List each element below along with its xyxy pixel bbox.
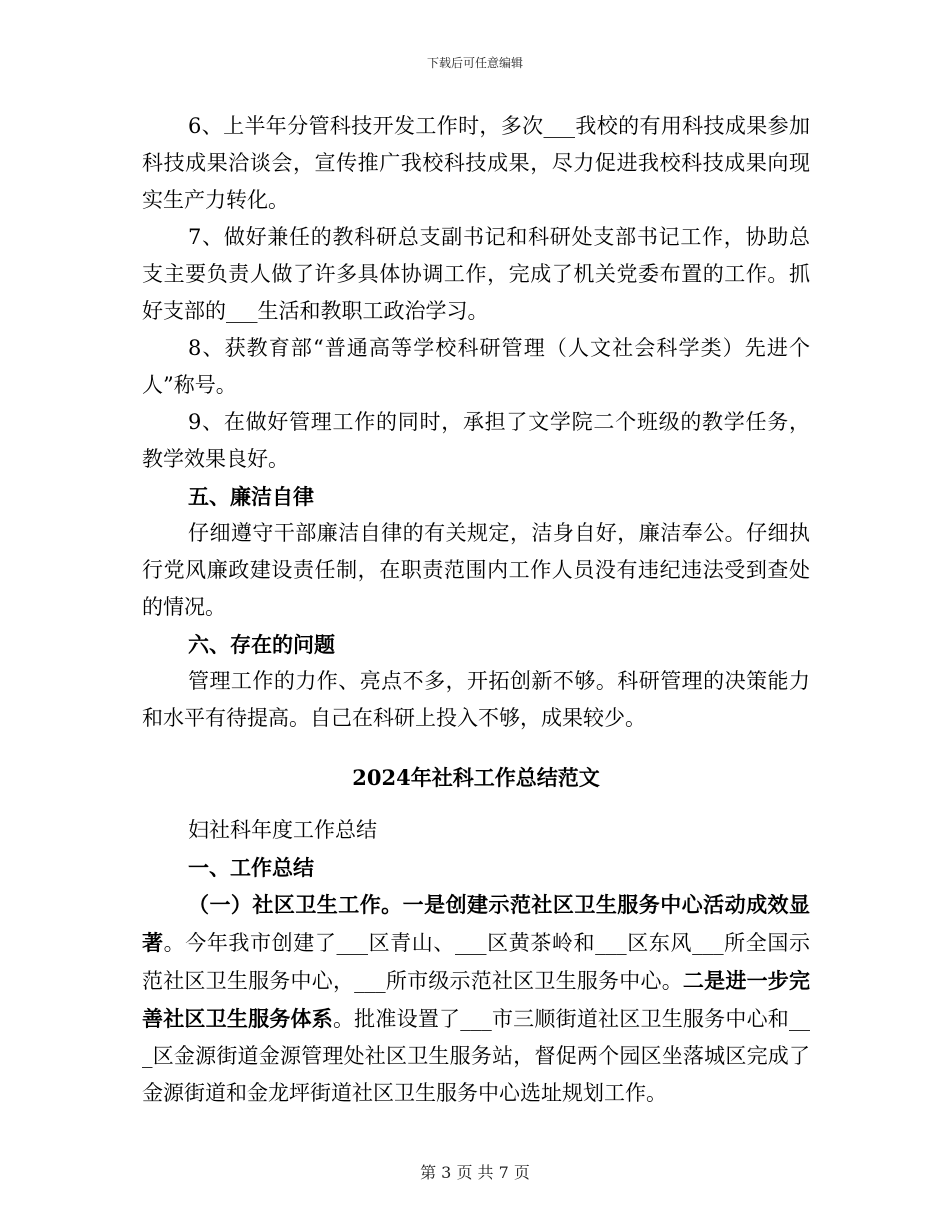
section-1-bold-2: 二是进一步完善社区卫生服务体系	[142, 968, 811, 1031]
document-title: 2024年社科工作总结范文	[352, 765, 600, 790]
section-1-heading: 一、工作总结	[188, 855, 314, 880]
page-footer: 第 3 页 共 7 页	[420, 1163, 530, 1182]
section-1-part-1: 。今年我市创建了___区青山、___区黄茶岭和___区东风___所全国示范社区卫生服务中心，___所市级示范社区卫生服务中心。	[142, 931, 810, 993]
item-9: 9、在做好管理工作的同时，承担了文学院二个班级的教学任务，教学效果良好。	[142, 410, 810, 471]
section-1-paragraph	[142, 886, 810, 1112]
section-6-text: 管理工作的力作、亮点不多，开拓创新不够。科研管理的决策能力和水平有待提高。自己在科研上投入不够，成果较少。	[142, 669, 810, 730]
item-8: 8、获教育部“普通高等学校科研管理（人文社会科学类）先进个人”称号。	[142, 336, 810, 397]
section-1-part-2: 。批准设置了___市三顺街道社区卫生服务中心和___区金源街道金源管理处社区卫生服务站，督促两个园区坐落城区完成了金源街道和金龙坪街道社区卫生服务中心选址规划工作。	[142, 1007, 811, 1105]
item-6: 6、上半年分管科技开发工作时，多次___我校的有用科技成果参加科技成果洽谈会，宣传推广我校科技成果，尽力促进我校科技成果向现实生产力转化。	[142, 114, 810, 212]
item-7: 7、做好兼任的教科研总支副书记和科研处支部书记工作，协助总支主要负责人做了许多具体协调工作，完成了机关党委布置的工作。抓好支部的___生活和教职工政治学习。	[142, 225, 810, 323]
document-body	[142, 108, 810, 1112]
section-5-text: 仔细遵守干部廉洁自律的有关规定，洁身自好，廉洁奉公。仔细执行党风廉政建设责任制，在职责范围内工作人员没有违纪违法受到查处的情况。	[142, 521, 810, 619]
page-header: 下载后可任意编辑	[426, 56, 523, 70]
section-1-lead: （一）社区卫生工作。一是创建示范社区卫生服务中心活动成效显著	[142, 892, 810, 955]
section-6-heading: 六、存在的问题	[188, 632, 335, 657]
subtitle: 妇社科年度工作总结	[188, 818, 377, 842]
section-5-heading: 五、廉洁自律	[188, 484, 314, 509]
